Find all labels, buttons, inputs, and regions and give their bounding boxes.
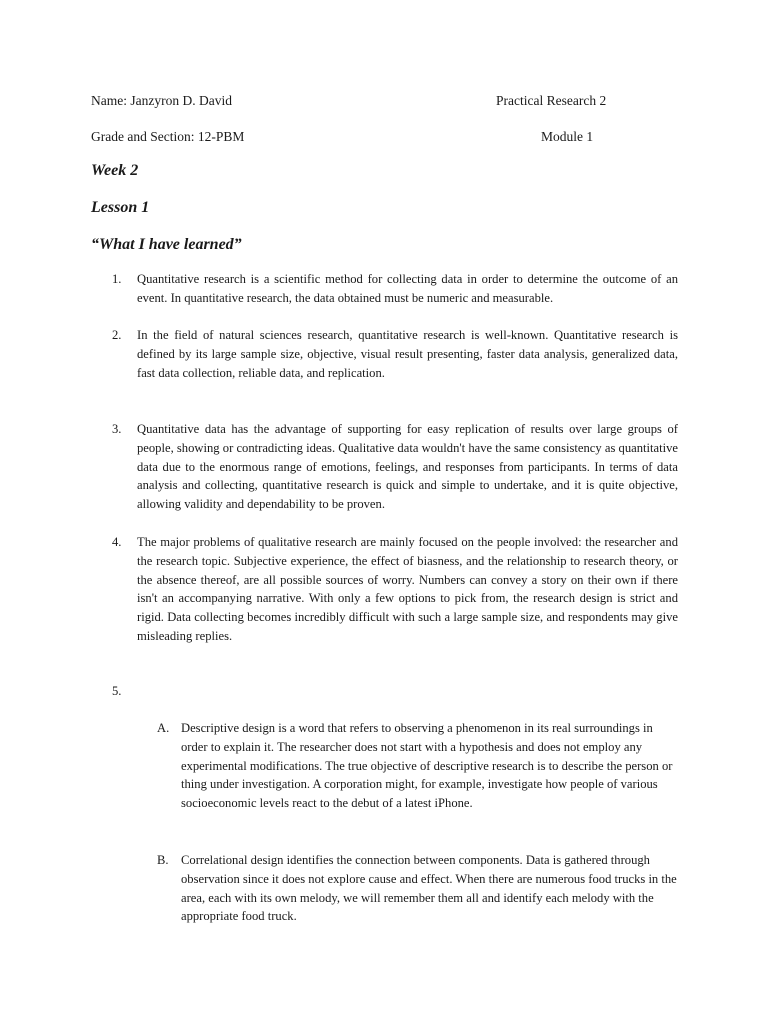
list-item-number: 3. <box>112 422 122 436</box>
sub-item-a <box>157 719 677 813</box>
list-item-4 <box>112 533 678 646</box>
list-item-text: Quantitative data has the advantage of supporting for easy replication of results over large groups of people, showing or contradicting ideas. Qualitative data wouldn't have the same consistency as quantitative data due to the enormous range of emotions, feelings, and responses from participants. In terms of data analysis and collecting, quantitative research is quick and simple to undertake, and it is quite objective, allowing validity and dependability to be proven. <box>137 422 678 512</box>
section-title: “What I have learned” <box>91 236 242 253</box>
grade-section: Grade and Section: 12-PBM <box>91 129 245 144</box>
sub-item-letter: A. <box>157 721 170 735</box>
list-item-text: The major problems of qualitative research are mainly focused on the people involved: the researcher and the research topic. Subjective experience, the effect of biasness, and the relationship to research theory, or the absence thereof, are all possible sources of worry. Numbers can convey a story on their own if there isn't an accompanying narrative. With only a few options to pick from, the research design is strict and rigid. Data collecting becomes incredibly difficult with such a large sample size, and respondents may give misleading replies. <box>137 535 678 643</box>
sub-item-text: Descriptive design is a word that refers to observing a phenomenon in its real surroundings in order to explain it. The researcher does not start with a hypothesis and does not employ any experimental modifications. The true objective of descriptive research is to describe the person or thing under investigation. A corporation might, for example, investigate how people of various socioeconomic levels react to the debut of a latest iPhone. <box>181 721 673 811</box>
list-item-number: 2. <box>112 328 122 342</box>
list-item-number: 1. <box>112 272 122 286</box>
week-heading: Week 2 <box>91 162 139 179</box>
list-item-3 <box>112 420 678 514</box>
sub-item-b <box>157 851 677 926</box>
lesson-heading: Lesson 1 <box>91 199 150 216</box>
sub-item-letter: B. <box>157 853 169 867</box>
list-item-number: 4. <box>112 535 122 549</box>
subject-title: Practical Research 2 <box>496 93 607 108</box>
module-label: Module 1 <box>541 129 594 144</box>
list-item-2 <box>112 326 678 382</box>
list-item-number: 5. <box>112 684 122 698</box>
list-item-text: In the field of natural sciences research, quantitative research is well-known. Quantitative research is defined by its large sample size, objective, visual result presenting, faster data analysis, generalized data, fast data collection, reliable data, and replication. <box>137 328 678 380</box>
sub-item-text: Correlational design identifies the connection between components. Data is gathered through observation since it does not explore cause and effect. When there are numerous food trucks in the area, each with its own melody, we will remember them all and identify each melody with the appropriate food truck. <box>181 853 677 924</box>
list-item-text: Quantitative research is a scientific method for collecting data in order to determine the outcome of an event. In quantitative research, the data obtained must be numeric and measurable. <box>137 272 678 305</box>
student-name: Name: Janzyron D. David <box>91 93 232 108</box>
list-item-1 <box>112 270 678 308</box>
